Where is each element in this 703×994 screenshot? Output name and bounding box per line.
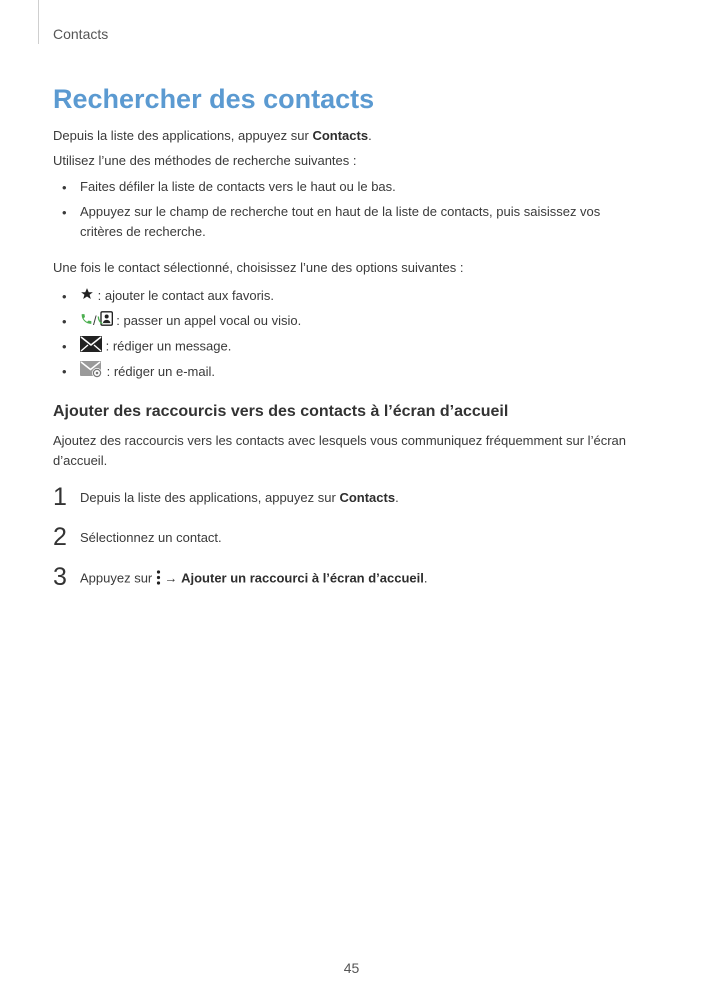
search-method-item: Faites défiler la liste de contacts vers le haut ou le bas.: [80, 179, 396, 194]
step-1-prefix: Depuis la liste des applications, appuyez sur: [80, 490, 340, 505]
email-at-icon: [80, 361, 103, 384]
header-rule: [38, 0, 39, 44]
step-1-bold: Contacts: [339, 490, 396, 505]
intro-line-1: [53, 128, 372, 143]
star-icon: [80, 287, 94, 307]
intro-line-2: Utilisez l’une des méthodes de recherche suivantes :: [53, 153, 357, 168]
video-call-icon: [97, 311, 113, 332]
bullet-marker: •: [62, 339, 67, 354]
option-call-text: : passer un appel vocal ou visio.: [112, 313, 302, 328]
contacts-app-name: Contacts: [312, 128, 369, 143]
running-header: Contacts: [53, 26, 109, 42]
intro-text: Depuis la liste des applications, appuyez sur: [53, 128, 313, 143]
phone-icon: [80, 312, 93, 332]
intro-suffix: .: [368, 128, 372, 143]
option-email: [80, 361, 215, 384]
search-method-item: Appuyez sur le champ de recherche tout en haut de la liste de contacts, puis saisissez vos critères de recherche.: [80, 204, 601, 239]
option-call: [80, 311, 301, 332]
step-number: 1: [53, 483, 67, 511]
option-favorite: [80, 286, 274, 307]
step-1-text: [80, 490, 399, 505]
option-favorite-text: : ajouter le contact aux favoris.: [94, 288, 274, 303]
step-3-prefix: Appuyez sur: [80, 570, 156, 586]
bullet-marker: •: [62, 314, 67, 329]
step-1-suffix: .: [395, 490, 399, 505]
section-paragraph: Ajoutez des raccourcis vers les contacts avec lesquels vous communiquez fréquemment sur l’écran d’accueil.: [53, 433, 626, 468]
page-title: Rechercher des contacts: [53, 84, 375, 114]
step-number: 2: [53, 523, 67, 551]
step-2-text: Sélectionnez un contact.: [80, 530, 222, 545]
section-heading: Ajouter des raccourcis vers des contacts à l’écran d’accueil: [53, 403, 509, 420]
step-3-suffix: .: [423, 570, 428, 586]
envelope-icon: [80, 336, 102, 358]
bullet-marker: •: [62, 205, 67, 220]
call-separator: /: [93, 313, 97, 328]
bullet-marker: •: [62, 180, 67, 195]
option-email-text: : rédiger un e-mail.: [103, 363, 215, 379]
bullet-marker: •: [62, 364, 67, 379]
bullet-marker: •: [62, 289, 67, 304]
options-intro: Une fois le contact sélectionné, choisissez l’une des options suivantes :: [53, 260, 464, 275]
page-number: 45: [343, 960, 360, 976]
step-3-bold: Ajouter un raccourci à l’écran d’accueil: [181, 570, 424, 586]
step-3-arrow: →: [160, 570, 182, 586]
step-number: 3: [53, 563, 67, 591]
option-message-text: : rédiger un message.: [102, 338, 232, 354]
step-3-text: [80, 570, 428, 588]
option-message: [80, 336, 231, 358]
